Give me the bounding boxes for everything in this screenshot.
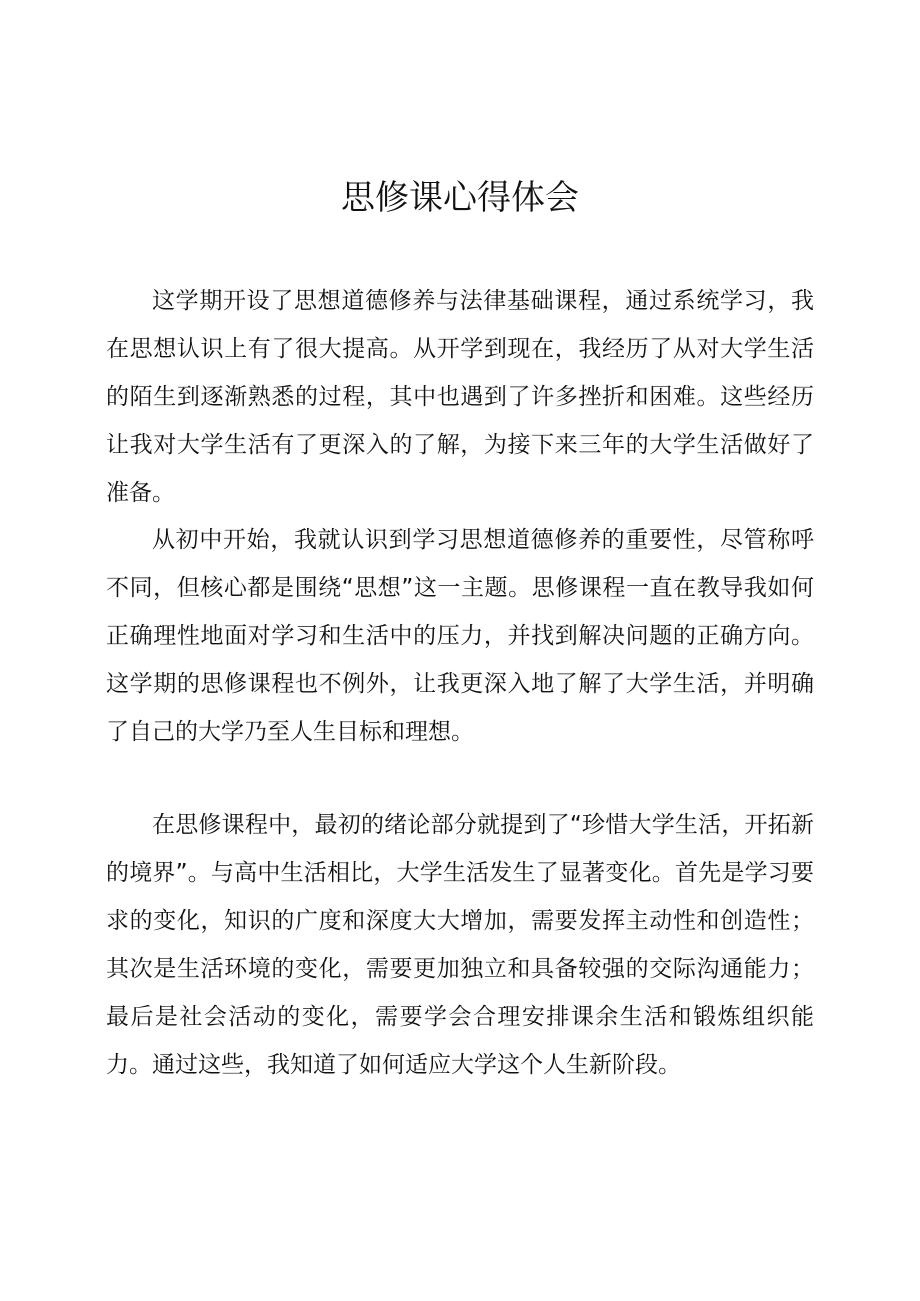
document-title: 思修课心得体会 [341, 178, 579, 218]
paragraph-1: 这学期开设了思想道德修养与法律基础课程，通过系统学习，我在思想认识上有了很大提高。从开学到现在，我经历了从对大学生活的陌生到逐渐熟悉的过程，其中也遇到了许多挫折和困难。这些经历让我对大学生活有了更深入的了解，为接下来三年的大学生活做好了准备。 [106, 288, 814, 506]
paragraph-3: 在思修课程中，最初的绪论部分就提到了“珍惜大学生活，开拓新的境界”。与高中生活相比，大学生活发生了显著变化。首先是学习要求的变化，知识的广度和深度大大增加，需要发挥主动性和创造性；其次是生活环境的变化，需要更加独立和具备较强的交际沟通能力；最后是社会活动的变化，需要学会合理安排课余生活和锻炼组织能力。通过这些，我知道了如何适应大学这个人生新阶段。 [106, 812, 814, 1078]
paragraph-2: 从初中开始，我就认识到学习思想道德修养的重要性，尽管称呼不同，但核心都是围绕“思想”这一主题。思修课程一直在教导我如何正确理性地面对学习和生活中的压力，并找到解决问题的正确方向。这学期的思修课程也不例外，让我更深入地了解了大学生活，并明确了自己的大学乃至人生目标和理想。 [106, 527, 814, 745]
